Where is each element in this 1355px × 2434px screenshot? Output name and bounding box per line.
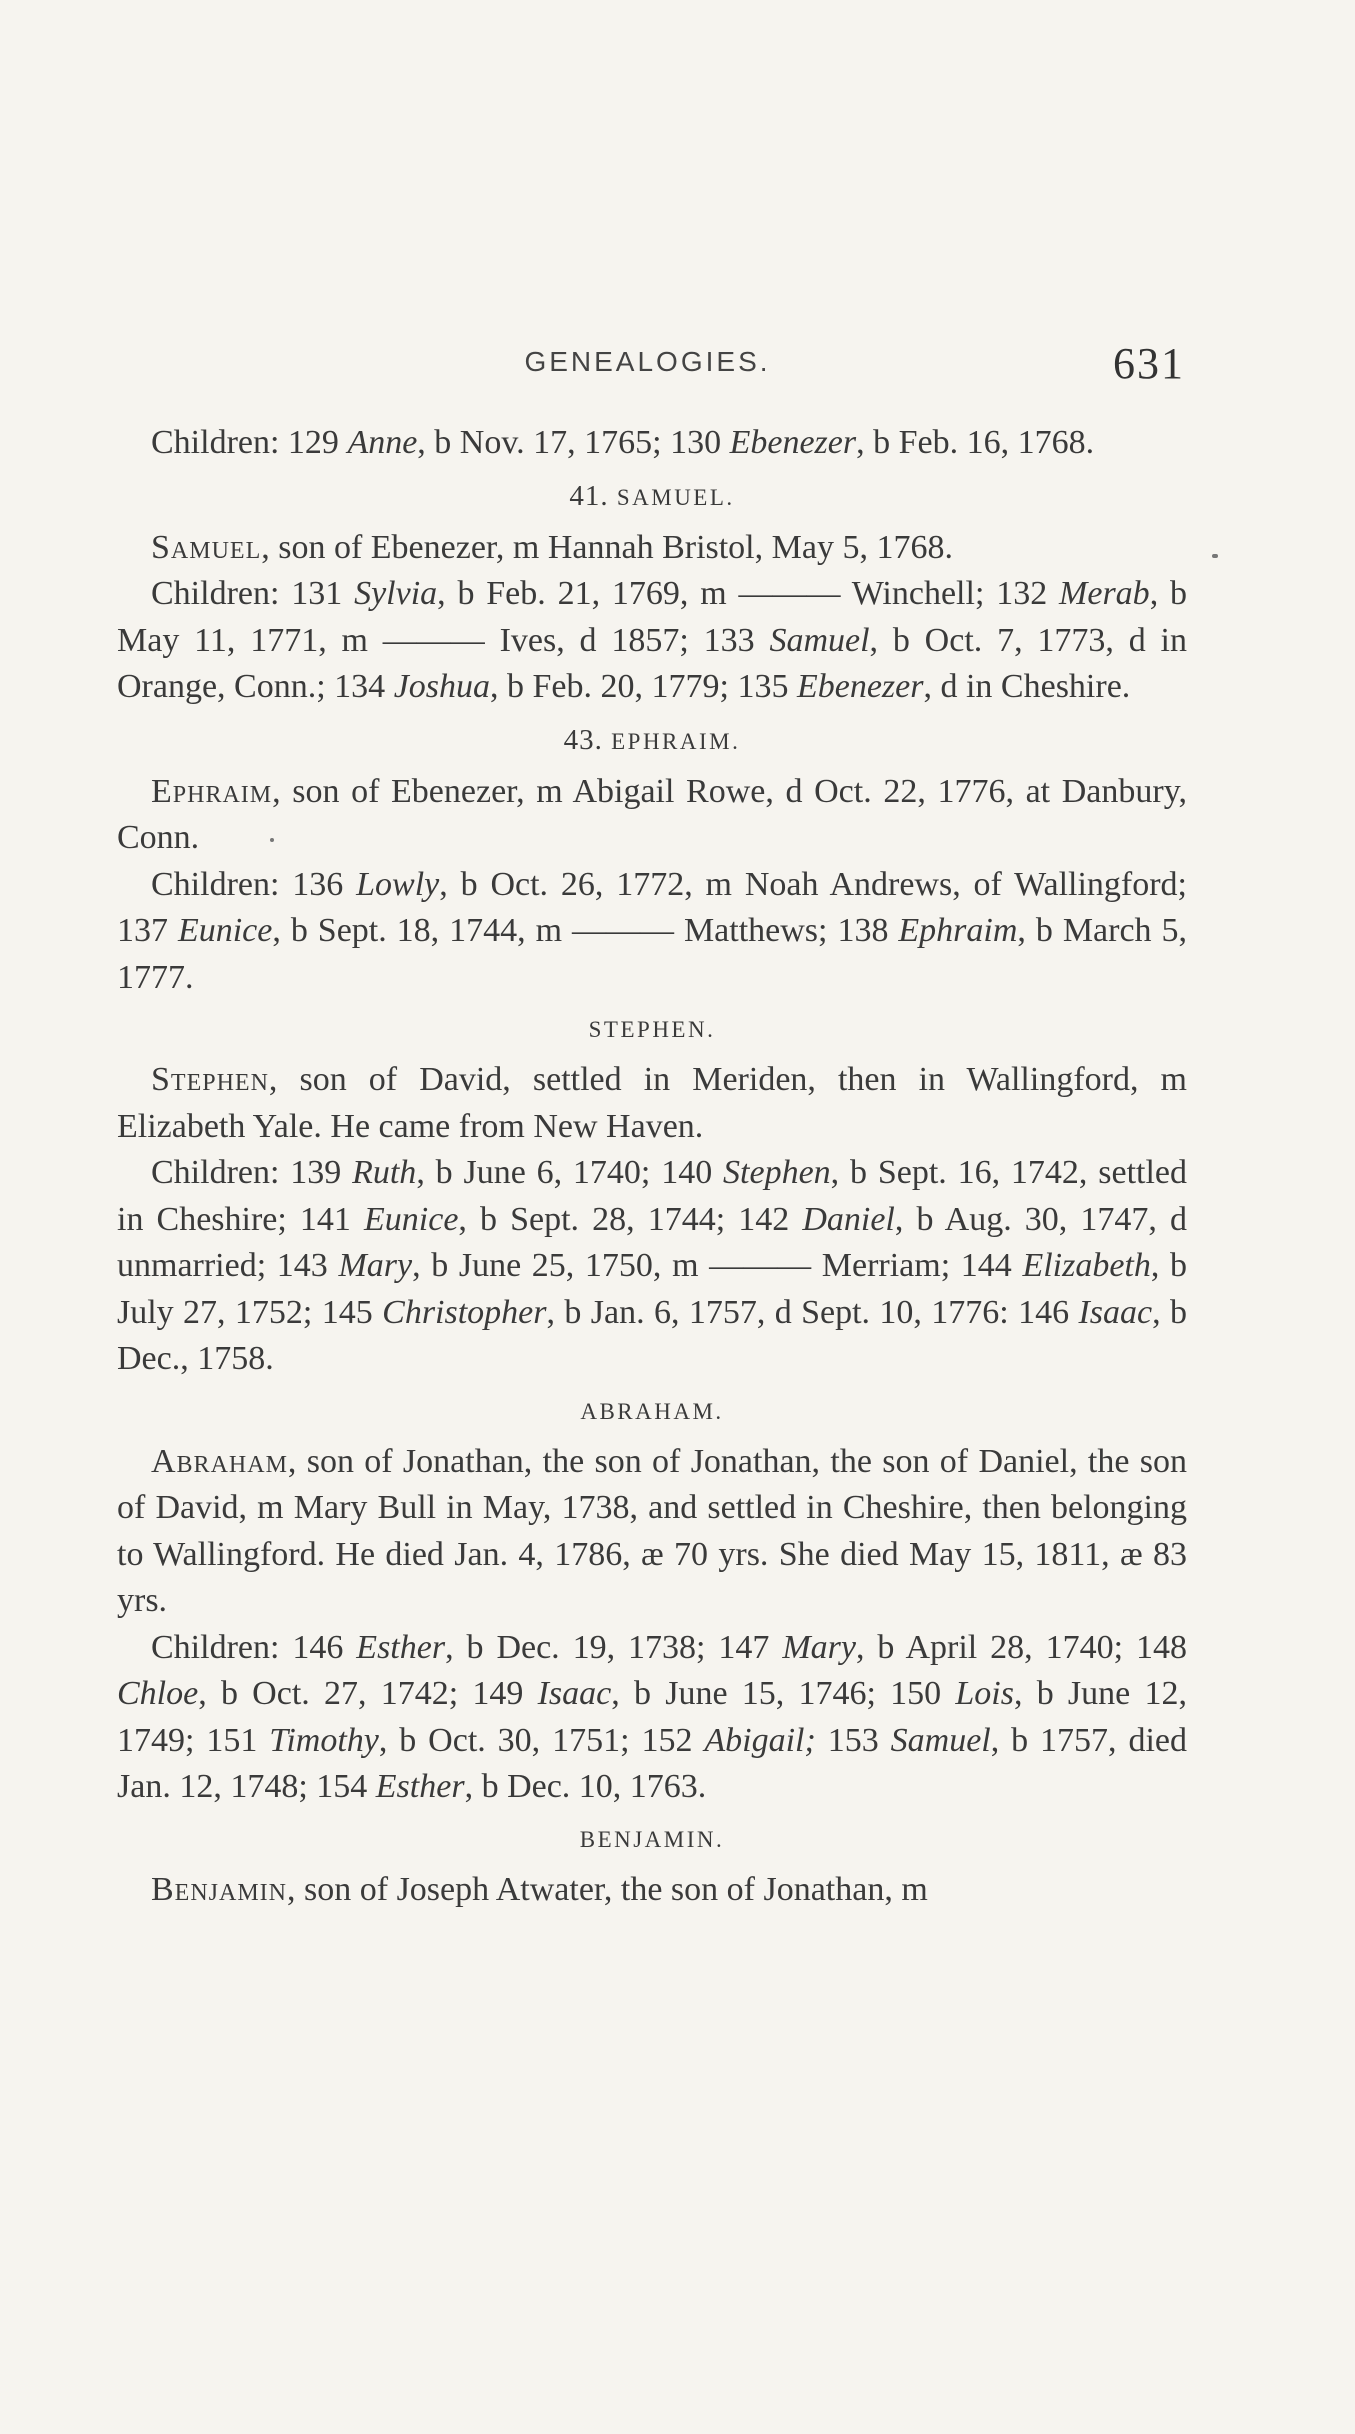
text: , b Feb. 21, 1769, m ——— Winchell; 132 bbox=[437, 575, 1060, 612]
child-name: Eunice bbox=[364, 1200, 459, 1238]
section-heading-abraham bbox=[117, 1397, 1187, 1427]
text: , b Nov. 17, 1765; 130 bbox=[417, 424, 730, 461]
text: , b Feb. 16, 1768. bbox=[856, 424, 1095, 461]
child-name: Christopher bbox=[382, 1293, 547, 1331]
text: , b March 5, 1777. bbox=[117, 912, 1188, 996]
child-name: Isaac bbox=[1078, 1293, 1153, 1331]
child-name: Daniel bbox=[802, 1200, 895, 1238]
text: , b June 15, 1746; 150 bbox=[611, 1675, 956, 1712]
text: , son of Ebenezer, m Hannah Bristol, May 5, 1768. bbox=[261, 528, 953, 566]
text: , b Feb. 20, 1779; 135 bbox=[490, 668, 797, 705]
text: , b Sept. 18, 1744, m ——— Matthews; 138 bbox=[272, 912, 899, 949]
child-name: Mary bbox=[338, 1247, 413, 1284]
text: 153 bbox=[815, 1721, 891, 1759]
text: , b Sept. 28, 1744; 142 bbox=[458, 1200, 803, 1238]
text: Children: 139 bbox=[151, 1154, 353, 1191]
child-name: Mary bbox=[782, 1628, 856, 1666]
text: Children: 131 bbox=[151, 575, 355, 612]
section-heading-samuel bbox=[117, 481, 1187, 513]
child-name: Stephen bbox=[723, 1154, 831, 1191]
paragraph-ephraim-bio bbox=[117, 769, 1187, 862]
paragraph-ephraim-children bbox=[117, 862, 1187, 1002]
section-heading-ephraim bbox=[117, 725, 1187, 757]
section-number: 43. bbox=[563, 723, 603, 756]
child-name: Abigail; bbox=[704, 1721, 816, 1759]
child-name: Ebenezer bbox=[796, 668, 924, 705]
section-title: BENJAMIN. bbox=[579, 1826, 725, 1852]
text: , b Dec. 10, 1763. bbox=[464, 1768, 707, 1805]
paragraph-samuel-children bbox=[117, 571, 1187, 711]
child-name: Chloe bbox=[117, 1675, 199, 1712]
running-head: GENEALOGIES. bbox=[524, 346, 771, 377]
section-number: 41. bbox=[569, 479, 609, 512]
text: , b Dec., 1758. bbox=[117, 1293, 1188, 1377]
page-body bbox=[117, 420, 1187, 1913]
section-title: ABRAHAM. bbox=[580, 1398, 724, 1424]
text: , b Oct. 7, 1773, d in Orange, Conn.; 134 bbox=[117, 621, 1187, 705]
person-name: Abraham bbox=[151, 1442, 288, 1480]
child-name: Samuel bbox=[769, 621, 870, 659]
child-name: Isaac bbox=[537, 1675, 612, 1712]
person-name: Stephen bbox=[151, 1061, 269, 1098]
child-name: Ebenezer bbox=[729, 424, 857, 461]
page-number: 631 bbox=[1113, 339, 1185, 388]
section-title: EPHRAIM. bbox=[611, 728, 741, 754]
child-name: Timothy bbox=[269, 1721, 379, 1759]
section-heading-stephen bbox=[117, 1015, 1187, 1045]
page-header bbox=[110, 338, 1185, 398]
child-name: Merab bbox=[1059, 575, 1150, 612]
text: , b Jan. 6, 1757, d Sept. 10, 1776: 146 bbox=[546, 1293, 1079, 1331]
child-name: Eunice bbox=[177, 912, 273, 949]
child-name: Joshua bbox=[393, 668, 491, 705]
text: , b Oct. 26, 1772, m Noah Andrews, of Wallingford; 137 bbox=[117, 865, 1187, 949]
paragraph-abraham-children bbox=[117, 1625, 1187, 1811]
text: , son of Ebenezer, m Abigail Rowe, d Oct. 22, 1776, at Danbury, Conn. bbox=[117, 772, 1187, 856]
child-name: Esther bbox=[375, 1768, 465, 1805]
child-name: Lois bbox=[955, 1675, 1014, 1712]
text: Children: 146 bbox=[151, 1628, 357, 1666]
child-name: Lowly bbox=[356, 865, 440, 903]
paragraph-benjamin-bio bbox=[117, 1867, 1187, 1914]
text: , son of David, settled in Meriden, then in Wallingford, m Elizabeth Yale. He came from New Haven. bbox=[117, 1061, 1187, 1145]
text: , b June 6, 1740; 140 bbox=[416, 1154, 724, 1191]
paragraph-abraham-bio bbox=[117, 1439, 1187, 1625]
child-name: Anne bbox=[347, 424, 418, 461]
child-name: Esther bbox=[356, 1628, 446, 1666]
person-name: Ephraim bbox=[151, 772, 273, 810]
text: , b April 28, 1740; 148 bbox=[856, 1628, 1187, 1666]
text: , b Oct. 30, 1751; 152 bbox=[378, 1721, 705, 1759]
text: , b May 11, 1771, m ——— Ives, d 1857; 133 bbox=[117, 575, 1188, 659]
paragraph-stephen-bio bbox=[117, 1057, 1187, 1150]
text: , d in Cheshire. bbox=[923, 668, 1131, 705]
text: , b July 27, 1752; 145 bbox=[117, 1247, 1188, 1331]
child-name: Ephraim bbox=[898, 912, 1018, 949]
text: , b Aug. 30, 1747, d unmarried; 143 bbox=[117, 1200, 1187, 1284]
ink-speck bbox=[1212, 554, 1218, 558]
child-name: Ruth bbox=[352, 1154, 417, 1191]
child-name: Sylvia bbox=[354, 575, 438, 612]
paragraph-stephen-children bbox=[117, 1150, 1187, 1383]
text: , b June 25, 1750, m ——— Merriam; 144 bbox=[412, 1247, 1023, 1284]
child-name: Samuel bbox=[890, 1721, 991, 1759]
text: , b Oct. 27, 1742; 149 bbox=[198, 1675, 538, 1712]
person-name: Benjamin bbox=[151, 1870, 288, 1908]
paragraph-children-top bbox=[117, 420, 1187, 467]
text: Children: 129 bbox=[151, 424, 348, 461]
text: , son of Jonathan, the son of Jonathan, the son of Daniel, the son of David, m Mary Bull in May, 1738, and settled in Cheshire, then belonging to Wallingford. He died Jan. 4, 1786, æ 70 yrs. She died May 15, 1811, æ 83 yrs. bbox=[117, 1442, 1187, 1619]
section-title: STEPHEN. bbox=[588, 1017, 716, 1042]
text: , son of Joseph Atwater, the son of Jonathan, m bbox=[287, 1870, 928, 1908]
text: , b Sept. 16, 1742, settled in Cheshire; 141 bbox=[117, 1154, 1187, 1238]
paragraph-samuel-bio bbox=[117, 525, 1187, 572]
child-name: Elizabeth bbox=[1022, 1247, 1151, 1284]
text: Children: 136 bbox=[151, 865, 357, 903]
section-title: SAMUEL. bbox=[616, 484, 735, 510]
text: , b Dec. 19, 1738; 147 bbox=[445, 1628, 783, 1666]
person-name: Samuel bbox=[151, 528, 262, 566]
text: , b 1757, died Jan. 12, 1748; 154 bbox=[117, 1721, 1188, 1805]
text: , b June 12, 1749; 151 bbox=[117, 1675, 1187, 1759]
section-heading-benjamin bbox=[117, 1825, 1187, 1855]
